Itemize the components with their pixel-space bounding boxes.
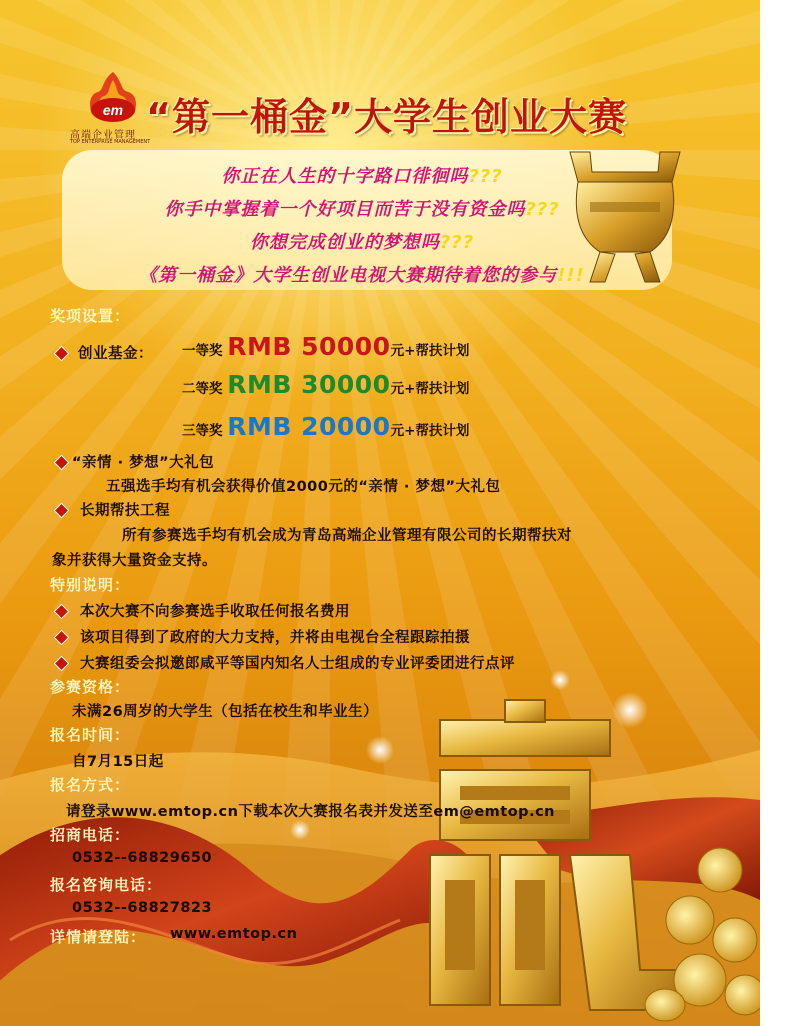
page-margin	[760, 0, 800, 1026]
bullet-icon	[55, 504, 68, 517]
gold-urn-icon	[560, 142, 690, 292]
prize-second: 二等奖 RMB 30000元+帮扶计划	[182, 370, 470, 399]
gift-title: “亲情 · 梦想”大礼包	[72, 455, 215, 471]
notes-heading: 特别说明：	[50, 576, 131, 594]
note-item: 大赛组委会拟邀郎咸平等国内知名人士组成的专业评委团进行点评	[80, 656, 515, 672]
sponsor-phone-number: 0532--68829650	[72, 850, 213, 866]
eligibility-text: 未满26周岁的大学生（包括在校生和毕业生）	[72, 704, 379, 720]
eligibility-heading: 参赛资格：	[50, 678, 131, 696]
inquiry-phone-number: 0532--68827823	[72, 900, 213, 916]
support-description: 所有参赛选手均有机会成为青岛高端企业管理有限公司的长期帮扶对	[122, 528, 572, 544]
awards-heading: 奖项设置：	[50, 307, 131, 325]
signup-method-heading: 报名方式：	[50, 776, 131, 794]
signup-time-heading: 报名时间：	[50, 726, 131, 744]
fund-label: 创业基金：	[78, 346, 153, 362]
svg-text:em: em	[102, 102, 124, 118]
bullet-icon	[55, 605, 68, 618]
banner-line: 你手中掌握着一个好项目而苦于没有资金吗???	[164, 199, 560, 220]
details-website: www.emtop.cn	[170, 926, 298, 942]
support-title: 长期帮扶工程	[80, 503, 170, 519]
banner-line: 《第一桶金》大学生创业电视大赛期待着您的参与!!!	[139, 265, 585, 286]
support-description-cont: 象并获得大量资金支持。	[52, 553, 217, 569]
banner-line: 你正在人生的十字路口徘徊吗???	[221, 166, 503, 187]
signup-method-text: 请登录www.emtop.cn下载本次大赛报名表并发送至em@emtop.cn	[66, 804, 555, 820]
logo-english-text: TOP ENTERPRISE MANAGEMENT	[70, 139, 151, 145]
bullet-icon	[55, 456, 68, 469]
banner-line: 你想完成创业的梦想吗???	[249, 232, 475, 253]
page-title: “第一桶金”大学生创业大赛	[146, 95, 627, 139]
bullet-icon	[55, 347, 68, 360]
details-heading: 详情请登陆：	[50, 928, 147, 946]
signup-time-text: 自7月15日起	[72, 754, 164, 770]
logo-chinese-text: 高端企业管理	[70, 130, 136, 141]
note-item: 该项目得到了政府的大力支持，并将由电视台全程跟踪拍摄	[80, 630, 470, 646]
gift-description: 五强选手均有机会获得价值2000元的“亲情 · 梦想”大礼包	[106, 479, 501, 495]
prize-third: 三等奖 RMB 20000元+帮扶计划	[182, 412, 470, 441]
sponsor-phone-heading: 招商电话：	[50, 826, 131, 844]
note-item: 本次大赛不向参赛选手收取任何报名费用	[80, 604, 350, 620]
inquiry-phone-heading: 报名咨询电话：	[50, 876, 163, 894]
prize-first: 一等奖 RMB 50000元+帮扶计划	[182, 332, 470, 361]
